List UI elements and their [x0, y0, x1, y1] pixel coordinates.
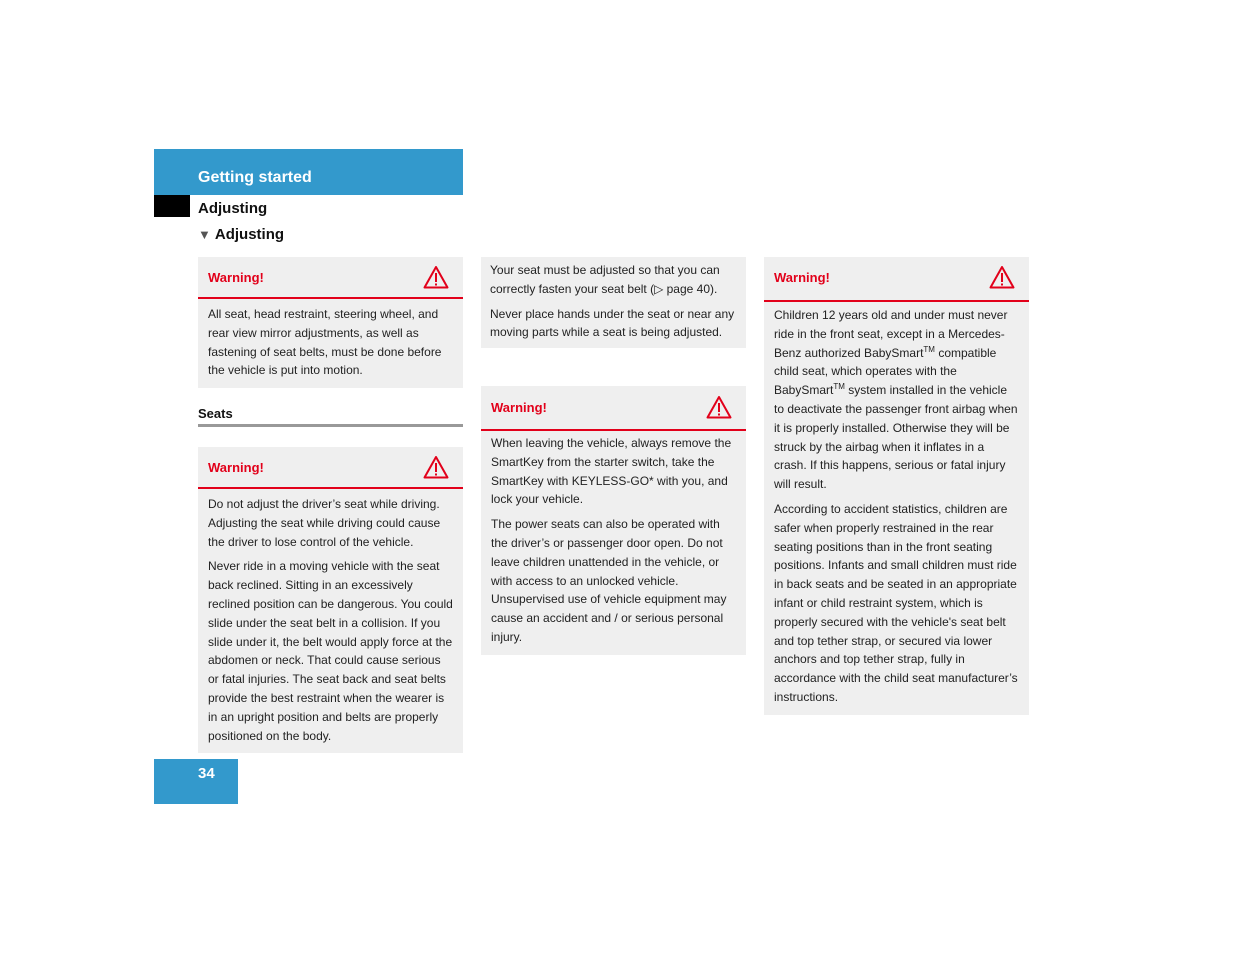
warning-paragraph: Never ride in a moving vehicle with the seat back reclined. Sitting in an excessively reclined position can be dangerous. You could slide under the seat belt in a collision. If you slide under it, the belt would apply force at the abdomen or neck. That could cause serious or fatal injuries. The seat back and seat belts provide the best restraint when the wearer is in an upright position and belts are properly positioned on the body. [208, 559, 453, 743]
info-paragraph: Your seat must be adjusted so that you can correctly fasten your seat belt (▷ page 40). [490, 263, 720, 296]
warning-triangle-icon [706, 395, 732, 419]
text-run: system installed in the vehicle to deactivate the passenger front airbag when it is properly installed. Otherwise they will be struck by the airbag when it inflates in a crash. If this happens, serious or fatal injury will result. [774, 383, 1018, 492]
info-box-seat-belt [481, 257, 746, 348]
warning-title: Warning! [208, 270, 264, 285]
warning-title: Warning! [774, 270, 830, 285]
warning-paragraph [774, 306, 1020, 494]
page-number: 34 [198, 765, 215, 782]
warning-box-adjustments [198, 257, 463, 388]
warning-header [198, 257, 463, 299]
text-run: Children 12 years old and under must never ride in the front seat, except in a Mercedes-Benz authorized BabySmart [774, 308, 1008, 360]
warning-paragraph: All seat, head restraint, steering wheel, and rear view mirror adjustments, as well as fastening of seat belts, must be done before the vehicle is put into motion. [208, 307, 442, 378]
warning-box-leaving-vehicle [481, 386, 746, 655]
warning-title: Warning! [491, 400, 547, 415]
trademark-superscript: TM [833, 382, 845, 392]
warning-box-children [764, 257, 1029, 715]
warning-body [198, 489, 463, 753]
warning-box-seats [198, 447, 463, 753]
warning-paragraph: Do not adjust the driver’s seat while driving. Adjusting the seat while driving could cause the driver to lose control of the vehicle. [208, 497, 441, 549]
warning-triangle-icon [989, 265, 1015, 289]
topic-heading [198, 226, 284, 243]
warning-triangle-icon [423, 455, 449, 479]
warning-title: Warning! [208, 460, 264, 475]
warning-body [764, 302, 1029, 715]
triangle-down-icon: ▼ [198, 227, 211, 242]
text-run: compatible child seat, which operates with the BabySmart [774, 345, 997, 398]
page-number-box [154, 759, 238, 804]
info-paragraph: Never place hands under the seat or near any moving parts while a seat is being adjusted. [490, 306, 735, 340]
topic-title: Adjusting [214, 226, 285, 243]
seats-title: Seats [198, 406, 233, 421]
warning-header [764, 257, 1029, 302]
seats-section-heading [198, 405, 463, 427]
section-title: Getting started [198, 169, 312, 186]
info-body [481, 257, 746, 348]
warning-body [198, 299, 463, 388]
warning-paragraph: According to accident statistics, children are safer when properly restrained in the rear seating positions than in the front seating positions. Infants and small children must ride in back seats and be seated in an appropriate infant or child restraint system, which is properly secured with the vehicle's seat belt and top tether strap, or secured via lower anchors and top tether strap, fully in accordance with the child seat manufacturer’s instructions. [774, 501, 1018, 704]
subsection-title: Adjusting [198, 200, 268, 217]
warning-paragraph: When leaving the vehicle, always remove the SmartKey from the starter switch, take the SmartKey with KEYLESS-GO* with you, and lock your vehicle. [491, 436, 732, 507]
warning-header [481, 386, 746, 431]
warning-header [198, 447, 463, 489]
warning-triangle-icon [423, 265, 449, 289]
section-header-bar [154, 149, 463, 195]
trademark-superscript: TM [923, 344, 935, 354]
warning-paragraph: The power seats can also be operated with the driver’s or passenger door open. Do not leave children unattended in the vehicle, or with access to an unlocked vehicle. Unsupervised use of vehicle equipment may cause an accident and / or serious personal injury. [491, 517, 727, 644]
warning-body [481, 431, 746, 655]
chapter-tab-marker [154, 195, 190, 217]
